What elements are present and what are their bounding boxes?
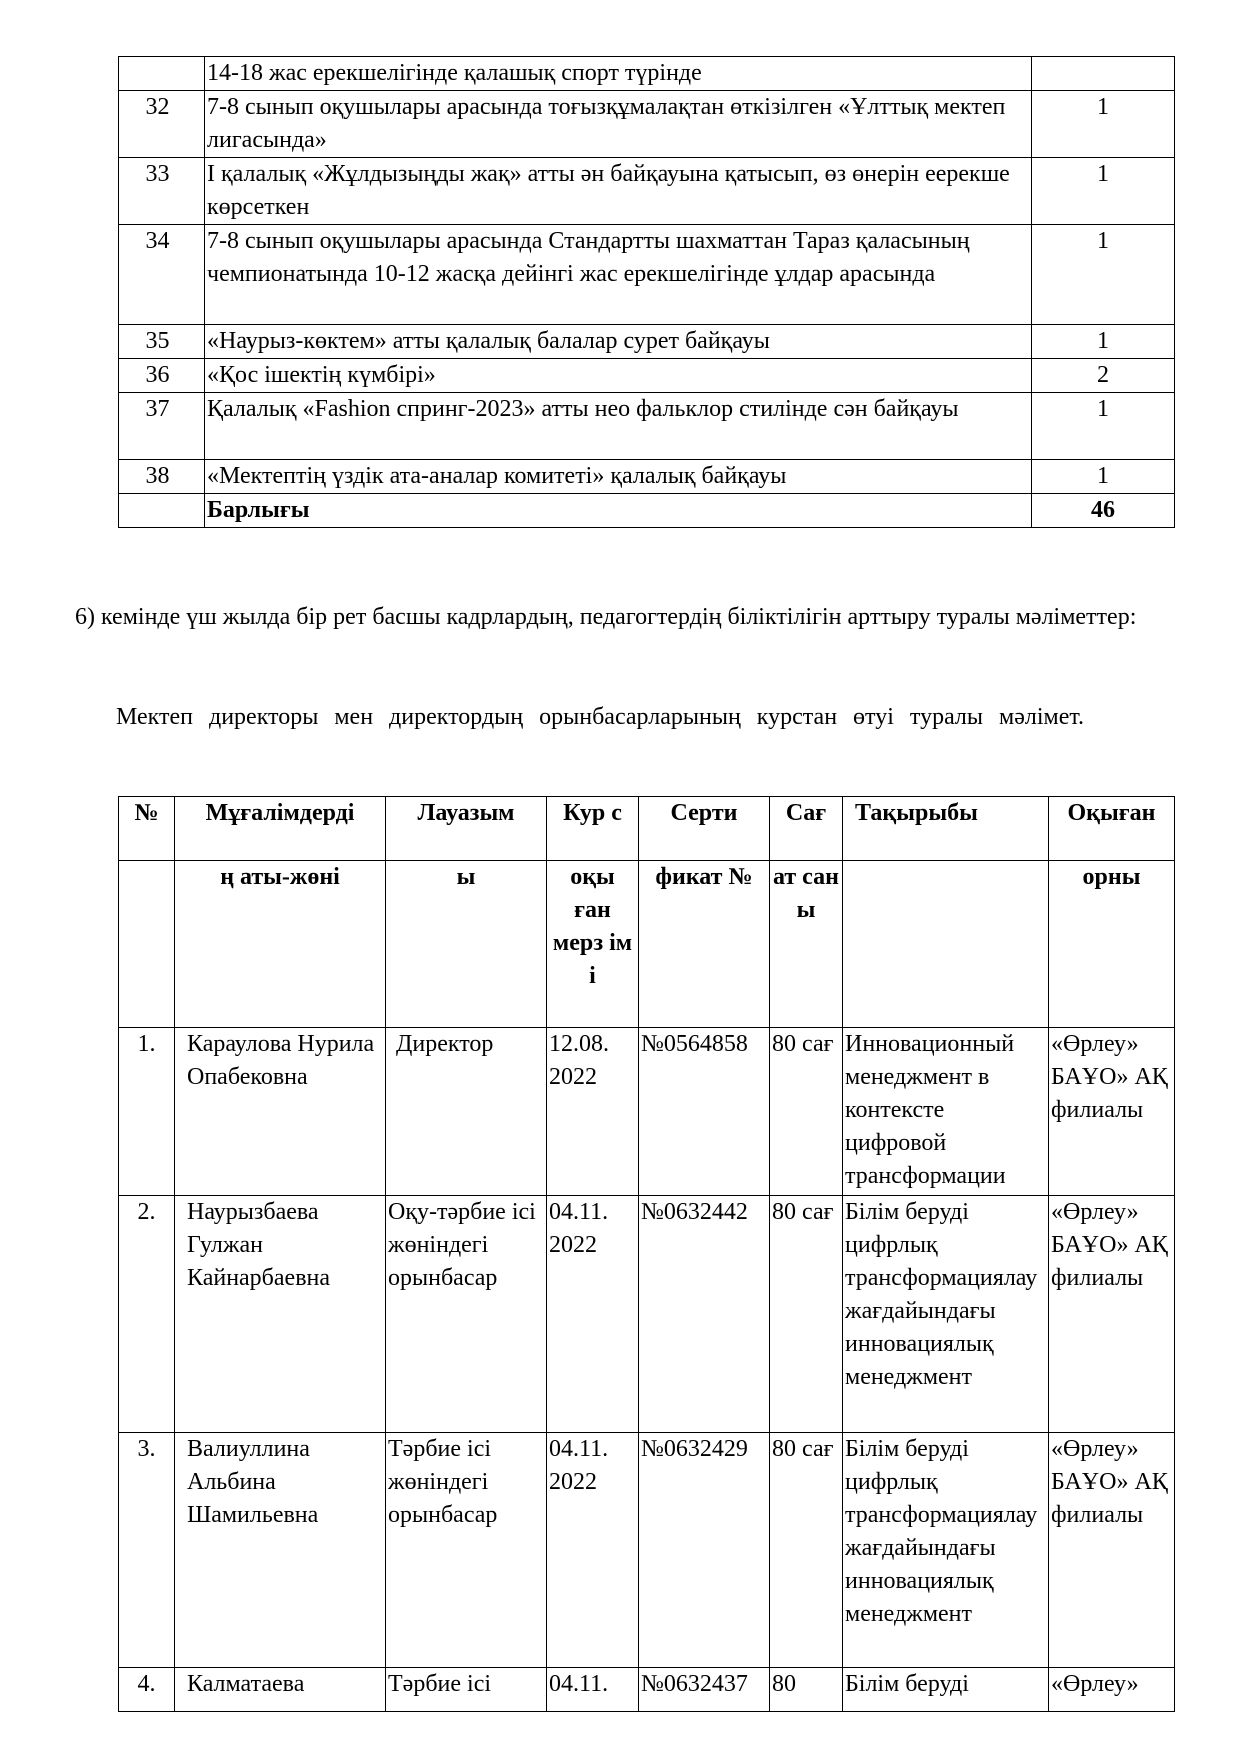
course-place: «Өрлеу» БАҰО» АҚ филиалы [1049,1196,1175,1433]
table-row [119,1668,1175,1712]
row-count [1032,57,1175,91]
teacher-name: Калматаева [175,1668,386,1712]
teacher-position: Директор [386,1028,547,1196]
course-topic: Білім беруді [843,1668,1049,1712]
header-cell: Тақырыбы [843,797,1049,861]
course-topic: Инновационный менеджмент в контексте цифровой трансформации [843,1028,1049,1196]
row-count: 1 [1032,158,1175,225]
total-label: Барлығы [205,494,1032,528]
row-count: 1 [1032,91,1175,158]
row-count: 1 [1032,393,1175,460]
course-place: «Өрлеу» БАҰО» АҚ филиалы [1049,1433,1175,1668]
section-paragraph: 6) кемінде үш жылда бір рет басшы кадрлардың, педагогтердің біліктілігін арттыру туралы мәліметтер: [75,604,1137,630]
course-topic: Білім беруді цифрлық трансформациялау жағдайындағы инновациялық менеджмент [843,1196,1049,1433]
header-cell: ң аты-жөні [175,861,386,1028]
certificate-number: №0632442 [639,1196,770,1433]
course-hours: 80 сағ [770,1196,843,1433]
row-text: «Мектептің үздік ата-аналар комитеті» қалалық байқауы [205,460,1032,494]
course-hours: 80 [770,1668,843,1712]
row-count: 1 [1032,225,1175,325]
teacher-position: Тәрбие ісі жөніндегі орынбасар [386,1433,547,1668]
table-row [119,1028,1175,1196]
table-row [119,460,1175,494]
header-row [119,797,1175,861]
header-cell: орны [1049,861,1175,1028]
header-cell: Мұғалімдерді [175,797,386,861]
course-place: «Өрлеу» БАҰО» АҚ филиалы [1049,1028,1175,1196]
training-table [118,796,1175,1712]
course-date: 12.08. 2022 [547,1028,639,1196]
course-date: 04.11. 2022 [547,1196,639,1433]
certificate-number: №0564858 [639,1028,770,1196]
row-number: 37 [119,393,205,460]
table-row [119,57,1175,91]
header-cell [843,861,1049,1028]
row-number: 35 [119,325,205,359]
row-text: Қалалық «Fashion спринг-2023» атты нео фальклор стилінде сән байқауы [205,393,1032,460]
teacher-name: Валиуллина Альбина Шамильевна [175,1433,386,1668]
course-date: 04.11. [547,1668,639,1712]
row-text: «Наурыз-көктем» атты қалалық балалар сурет байқауы [205,325,1032,359]
row-number: 36 [119,359,205,393]
total-row [119,494,1175,528]
row-number [119,57,205,91]
header-cell: Серти [639,797,770,861]
table-row [119,359,1175,393]
header-cell: Сағ [770,797,843,861]
total-value: 46 [1032,494,1175,528]
header-cell: ат сан ы [770,861,843,1028]
certificate-number: №0632437 [639,1668,770,1712]
header-row [119,861,1175,1028]
teacher-name: Караулова Нурила Опабековна [175,1028,386,1196]
header-cell: Кур с [547,797,639,861]
header-cell: Лауазым [386,797,547,861]
row-number: 1. [119,1028,175,1196]
table-row [119,393,1175,460]
row-number: 4. [119,1668,175,1712]
course-date: 04.11. 2022 [547,1433,639,1668]
row-count: 1 [1032,325,1175,359]
row-text: 14-18 жас ерекшелігінде қалашық спорт түрінде [205,57,1032,91]
header-cell [119,861,175,1028]
row-number: 33 [119,158,205,225]
certificate-number: №0632429 [639,1433,770,1668]
teacher-position: Тәрбие ісі [386,1668,547,1712]
header-cell: Оқыған [1049,797,1175,861]
section-subtitle: Мектеп директоры мен директордың орынбасарларының курстан өтуі туралы мәлімет. [116,704,1085,730]
header-cell: ы [386,861,547,1028]
teacher-name: Наурызбаева Гулжан Кайнарбаевна [175,1196,386,1433]
row-text: 7-8 сынып оқушылары арасында Стандартты шахматтан Тараз қаласының чемпионатында 10-12 жасқа дейінгі жас ерекшелігінде ұлдар арасында [205,225,1032,325]
row-number: 34 [119,225,205,325]
achievements-table [118,56,1175,528]
header-cell: фикат № [639,861,770,1028]
table-row [119,158,1175,225]
course-hours: 80 сағ [770,1028,843,1196]
row-text: 7-8 сынып оқушылары арасында тоғызқұмалақтан өткізілген «Ұлттық мектеп лигасында» [205,91,1032,158]
row-number: 3. [119,1433,175,1668]
row-number: 32 [119,91,205,158]
course-topic: Білім беруді цифрлық трансформациялау жағдайындағы инновациялық менеджмент [843,1433,1049,1668]
course-hours: 80 сағ [770,1433,843,1668]
row-number: 2. [119,1196,175,1433]
table-row [119,225,1175,325]
table-row [119,91,1175,158]
header-cell: оқы ған мерз ім і [547,861,639,1028]
course-place: «Өрлеу» [1049,1668,1175,1712]
row-count: 2 [1032,359,1175,393]
table-row [119,1196,1175,1433]
total-empty-cell [119,494,205,528]
table-row [119,325,1175,359]
row-text: І қалалық «Жұлдызыңды жақ» атты ән байқауына қатысып, өз өнерін еерекше көрсеткен [205,158,1032,225]
row-number: 38 [119,460,205,494]
teacher-position: Оқу-тәрбие ісі жөніндегі орынбасар [386,1196,547,1433]
header-cell: № [119,797,175,861]
table-row [119,1433,1175,1668]
row-text: «Қос ішектің күмбірі» [205,359,1032,393]
row-count: 1 [1032,460,1175,494]
